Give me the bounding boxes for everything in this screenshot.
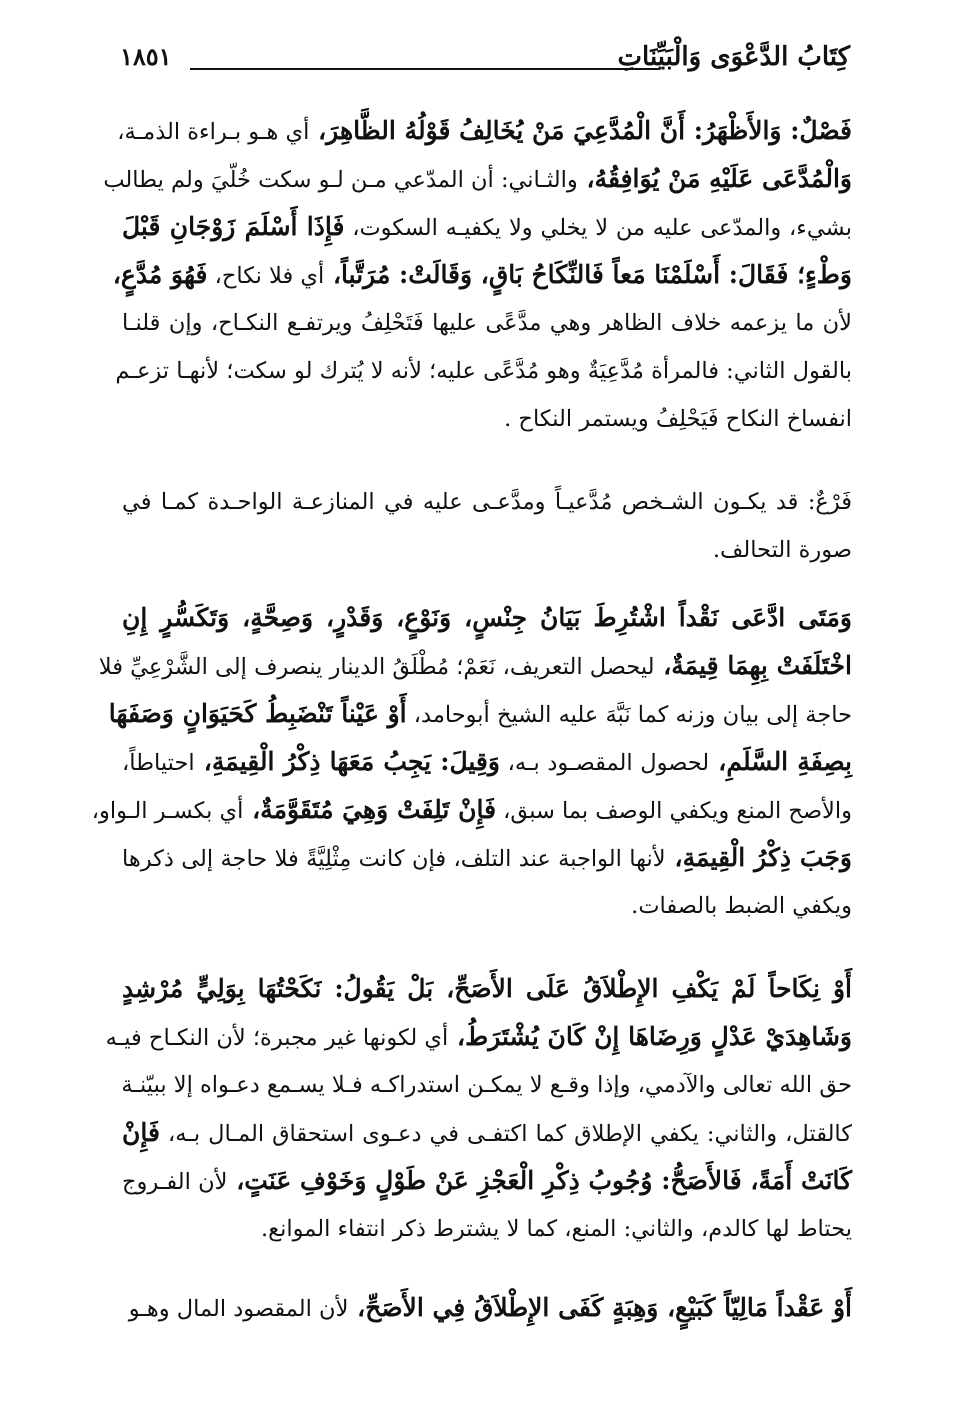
text-line (122, 1061, 852, 1109)
matn-text: فَإِذَا أَسْلَمَ زَوْجَانِ قَبْلَ (122, 212, 345, 241)
matn-text: فَإِنْ تَلِفَتْ وَهِيَ مُتَقَوَّمَةٌ، (243, 795, 497, 824)
matn-text: وَقِيلَ: يَجِبُ مَعَهَا ذِكْرُ الْقِيمَةِ، (194, 747, 500, 776)
matn-text: أَوْ عَقْداً مَالِيّاً كَبَيْعٍ، وَهِبَةٍ كَفَى الإِطْلاَقُ فِي الأَصَحِّ، (348, 1293, 852, 1322)
matn-text: فَصْلٌ: وَالأَظْهَرُ: أَنَّ الْمُدَّعِيَ مَنْ يُخَالِفُ قَوْلُهُ الظَّاهِرَ، (309, 116, 852, 145)
sharh-text: حق الله تعالى والآدمي، وإذا وقـع لا يمكـن استدراكـه فـلا يسـمع دعـواه إلا ببيّنـة (121, 1072, 852, 1098)
sharh-text: احتياطاً، (122, 750, 195, 776)
matn-text: وَمَتَى ادَّعَى نَقْداً اشْتُرِطَ بَيَانُ جِنْسٍ، وَنَوْعٍ، وَقَدْرٍ، وَصِحَّةٍ، وَتَكَسُّرٍ إِنِ (122, 603, 852, 632)
text-line (122, 1109, 852, 1157)
book-title: كِتَابُ الدَّعْوَى وَالْبَيِّنَاتِ (617, 42, 850, 72)
text-line (122, 478, 852, 526)
sharh-text: بالقول الثاني: فالمرأة مُدَّعِيَةٌ وهو مُدَّعًى عليه؛ لأنه لا يُترك لو سكت؛ لأنهـا تزعـم (115, 358, 852, 384)
matn-text: وَجَبَ ذِكْرُ الْقِيمَةِ، (665, 843, 852, 872)
text-line (122, 738, 852, 786)
text-line (103, 155, 852, 203)
sharh-text: كالقتل، والثاني: يكفي الإطلاق كما اكتفـى في دعـوى استحقاق المـال بـه، (159, 1121, 852, 1147)
matn-text: بِصِفَةِ السَّلَمِ، (709, 747, 852, 776)
text-line (117, 107, 852, 155)
page-header (120, 42, 850, 82)
sharh-text: ويكفي الضبط بالصفات. (631, 893, 852, 919)
sharh-text: فَرْعٌ: قد يكـون الشـخص مُدَّعيـاً ومدَّعـى عليه في المنازعـة الواحـدة كمـا في (122, 489, 852, 515)
matn-text: وَشَاهِدَيْ عَدْلٍ وَرِضَاهَا إِنْ كَانَ يُشْتَرَطُ، (448, 1022, 852, 1051)
sharh-text: صورة التحالف. (712, 537, 852, 563)
text-line (115, 347, 852, 395)
text-line (122, 395, 852, 443)
sharh-text: لأنها الواجبة عند التلف، فإن كانت مِثْلِيَّةً فلا حاجة إلى ذكرها (122, 846, 666, 872)
paragraph (91, 594, 852, 930)
text-line (122, 965, 852, 1013)
sharh-text: والثـاني: أن المدّعي مـن لـو سكت خُلّيَ ولم يطالب (103, 167, 578, 193)
paragraph (122, 478, 852, 574)
paragraph (103, 107, 852, 443)
sharh-text: بشيء، والمدّعى عليه من لا يخلي ولا يكفيـه السكوت، (344, 215, 852, 241)
sharh-text: أي هـو بـراءة الذمـة، (117, 119, 310, 145)
text-line (98, 642, 852, 690)
matn-text: اخْتَلَفَتْ بِهِمَا قِيمَةٌ، (654, 651, 852, 680)
text-line (122, 882, 852, 930)
matn-text: فَهُوَ مُدَّعٍ، (112, 260, 208, 289)
paragraph (105, 965, 852, 1253)
sharh-text: لأن المقصود المال وهـو (128, 1296, 349, 1322)
header-rule (190, 68, 660, 70)
text-line (122, 834, 852, 882)
text-line (122, 526, 852, 574)
sharh-text: لأن الفـروج (122, 1169, 228, 1195)
text-line (122, 203, 852, 251)
matn-text: وَطْءٍ؛ فَقَالَ: أَسْلَمْنَا مَعاً فَالنِّكَاحُ بَاقٍ، وَقَالَتْ: مُرَتَّباً، (324, 260, 852, 289)
matn-text: أَوْ نِكَاحاً لَمْ يَكْفِ الإِطْلاَقُ عَلَى الأَصَحِّ، بَلْ يَقُولُ: نَكَحْتُهَا بِوَلِيٍّ مُرْشِدٍ (122, 974, 852, 1003)
text-line (105, 1013, 852, 1061)
page-number: ١٨٥١ (120, 42, 172, 71)
text-line (108, 690, 852, 738)
sharh-text: لأن ما يزعمه خلاف الظاهر وهي مدَّعًى عليها فَتَحْلِفُ ويرتفـع النكـاح، وإن قلنـا (122, 310, 852, 336)
matn-text: كَانَتْ أَمَةً، فَالأَصَحُّ: وُجُوبُ ذِكْرِ الْعَجْزِ عَنْ طَوْلٍ وَخَوْفِ عَنَتٍ، (227, 1166, 852, 1195)
text-line (122, 1157, 852, 1205)
text-line (122, 1284, 852, 1332)
text-line (122, 594, 852, 642)
paragraph (122, 1284, 852, 1332)
sharh-text: يحتاط لها كالدم، والثاني: المنع، كما لا يشترط ذكر انتفاء الموانع. (260, 1216, 852, 1242)
sharh-text: حاجة إلى بيان وزنه كما نَبَّهَ عليه الشيخ أبوحامد، (406, 702, 852, 728)
text-line (91, 786, 852, 834)
text-line (122, 299, 852, 347)
sharh-text: أي فلا نكاح، (207, 263, 325, 289)
sharh-text: لحصول المقصـود بـه، (499, 750, 710, 776)
sharh-text: أي لكونها غير مجبرة؛ لأن النكـاح فيـه (105, 1025, 449, 1051)
text-line (122, 1205, 852, 1253)
matn-text: فَإِنْ (122, 1118, 160, 1147)
sharh-text: انفساخ النكاح فَيَحْلِفُ ويستمر النكاح . (504, 406, 852, 432)
sharh-text: أي بكسـر الـواو، (91, 798, 244, 824)
sharh-text: والأصح المنع ويكفي الوصف بما سبق، (496, 798, 852, 824)
matn-text: أَوْ عَيْناً تَنْضَبِطُ كَحَيَوَانٍ وَصَفَهَا (108, 699, 407, 728)
sharh-text: ليحصل التعريف، نَعَمْ؛ مُطْلَقُ الدينار ينصرف إلى الشَّرْعِيِّ فلا (98, 654, 655, 680)
matn-text: وَالْمُدَّعَى عَلَيْهِ مَنْ يُوَافِقُهُ، (577, 164, 852, 193)
text-line (112, 251, 852, 299)
